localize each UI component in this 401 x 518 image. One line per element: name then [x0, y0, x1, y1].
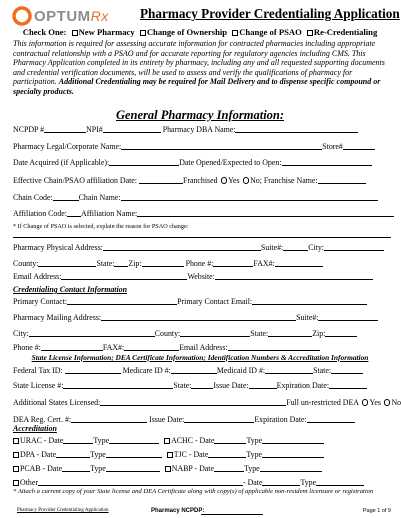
medicaid-state-field[interactable]	[331, 366, 363, 374]
check-one-row	[0, 27, 400, 37]
mailing-county-field[interactable]	[180, 329, 250, 337]
npi-field[interactable]	[103, 125, 161, 133]
accreditation-row: URAC - Date Type ACHC - Date Type	[13, 436, 391, 446]
achc-type-field[interactable]	[262, 436, 324, 444]
email-website-row: Email Address: Website:	[13, 272, 391, 282]
fax-field[interactable]	[275, 259, 323, 267]
psao-date-field[interactable]	[139, 176, 183, 184]
accreditation-row: DPA - Date Type TJC - Date Type	[13, 450, 391, 460]
dea-cert-row: DEA Reg. Cert. #: Issue Date: Expiration Date:	[13, 415, 391, 425]
state-license-field[interactable]	[63, 381, 173, 389]
logo-wordmark: OPTUMRx	[34, 8, 109, 25]
primary-contact-field[interactable]	[67, 297, 177, 305]
new-pharmacy-label: New Pharmacy	[78, 27, 135, 37]
license-state-field[interactable]	[191, 381, 213, 389]
store-number-field[interactable]	[343, 142, 375, 150]
change-ownership-label: Change of Ownership	[146, 27, 228, 37]
dea-no-radio[interactable]	[384, 399, 391, 406]
dea-cert-field[interactable]	[71, 415, 147, 423]
optum-logo-mark-icon	[12, 6, 32, 26]
footer-ncpdp-field[interactable]	[201, 514, 263, 515]
zip-field[interactable]	[142, 259, 184, 267]
footer-ncpdp-label: Pharmacy NCPDP:	[151, 508, 205, 514]
dpa-date-field[interactable]	[56, 450, 90, 458]
tjc-type-field[interactable]	[262, 450, 324, 458]
mailing-address-row: Pharmacy Mailing Address: Suite#:	[13, 313, 391, 323]
recredentialing-label: Re-Credentialing	[313, 27, 378, 37]
medicaid-id-field[interactable]	[265, 366, 313, 374]
franchised-no-radio[interactable]	[243, 177, 250, 184]
primary-contact-row: Primary Contact: Primary Contact Email:	[13, 297, 391, 307]
contact-email-field[interactable]	[228, 343, 320, 351]
intro-bold-note: Additional Credentialing may be required for Mail Delivery and to dispense specific compound or specialty products.	[13, 77, 381, 96]
dea-expiration-field[interactable]	[307, 415, 355, 423]
urac-date-field[interactable]	[63, 436, 93, 444]
franchised-yes-radio[interactable]	[221, 177, 228, 184]
chain-row: Chain Code: Chain Name:	[13, 193, 391, 203]
other-checkbox[interactable]	[13, 480, 19, 486]
state-field[interactable]	[114, 259, 128, 267]
credentialing-contact-heading: Credentialing Contact Information	[13, 285, 127, 294]
physical-address-field[interactable]	[103, 243, 261, 251]
affiliation-name-field[interactable]	[137, 209, 394, 217]
other-type-field[interactable]	[316, 478, 364, 486]
psao-change-note: * If Change of PSAO is selected, explain the reason for PSAO change:	[13, 223, 189, 230]
license-info-heading: State License Information; DEA Certificate Information; Identification Numbers & Accreditation Information	[31, 353, 369, 362]
psao-affiliation-row: Effective Chain/PSAO affiliation Date: Franchised Yes No; Franchise Name:	[13, 176, 391, 186]
contact-phone-row: Phone #: FAX#: Email Address:	[13, 343, 391, 353]
mailing-suite-field[interactable]	[318, 313, 378, 321]
website-field[interactable]	[215, 272, 373, 280]
change-psao-checkbox[interactable]	[232, 30, 238, 36]
date-acquired-field[interactable]	[109, 158, 179, 166]
page-footer	[13, 508, 391, 516]
accreditation-row: PCAB - Date Type NABP - Date Type	[13, 464, 391, 474]
email-field[interactable]	[61, 272, 187, 280]
franchise-name-field[interactable]	[318, 176, 366, 184]
optumrx-logo	[12, 5, 122, 29]
contact-fax-field[interactable]	[124, 343, 179, 351]
dpa-type-field[interactable]	[106, 450, 162, 458]
ncpdp-row: NCPDP # NPI# Pharmacy DBA Name:	[13, 125, 391, 135]
pcab-checkbox[interactable]	[13, 466, 19, 472]
license-issue-date-field[interactable]	[249, 381, 277, 389]
accreditation-row: Other - Date Type	[13, 478, 391, 488]
mailing-city-field[interactable]	[29, 329, 155, 337]
recredentialing-checkbox[interactable]	[307, 30, 313, 36]
legal-name-row: Pharmacy Legal/Corporate Name: Store#	[13, 142, 391, 152]
date-opened-field[interactable]	[282, 158, 372, 166]
psao-reason-field[interactable]	[13, 230, 391, 238]
chain-code-field[interactable]	[53, 193, 79, 201]
license-expiration-field[interactable]	[329, 381, 367, 389]
intro-paragraph: This information is required for assessing accurate information for contracted pharmacies including appropriate contractual relationship with a PSAO and for accurate reporting for regulatory agencies including CMS. This Pharmacy Application completed in its entirety by pharmacy, including any and all requested supporting documents and credential verification documents, will be used to assess and verify the qualifications of pharmacy for participation. Additional Credentialing may be required for Mail Delivery and to dispense specific compound or specialty products.	[13, 39, 385, 96]
mailing-state-field[interactable]	[268, 329, 312, 337]
additional-states-field[interactable]	[100, 398, 286, 406]
chain-name-field[interactable]	[121, 193, 378, 201]
footer-doc-name: Pharmacy Provider Credentialing Application	[17, 508, 109, 513]
dba-name-field[interactable]	[235, 125, 358, 133]
tax-id-field[interactable]	[65, 366, 121, 374]
suite-field[interactable]	[283, 243, 308, 251]
psao-reason-line	[13, 230, 391, 240]
contact-phone-field[interactable]	[41, 343, 103, 351]
page-title: Pharmacy Provider Credentialing Application	[140, 6, 400, 21]
dates-row: Date Acquired (if Applicable): Date Opened/Expected to Open:	[13, 158, 391, 168]
general-info-heading: General Pharmacy Information:	[115, 108, 285, 122]
page-number: Page 1 of 9	[362, 508, 391, 514]
other-date-field[interactable]	[262, 478, 300, 486]
mailing-address-field[interactable]	[101, 313, 296, 321]
primary-email-field[interactable]	[252, 297, 367, 305]
tax-id-row: Federal Tax ID: Medicare ID #: Medicaid ID #: State:	[13, 366, 391, 376]
affiliation-code-field[interactable]	[67, 209, 81, 217]
pcab-date-field[interactable]	[62, 464, 90, 472]
other-accreditation-field[interactable]	[38, 478, 243, 486]
change-ownership-checkbox[interactable]	[140, 30, 146, 36]
county-field[interactable]	[38, 259, 96, 267]
phone-field[interactable]	[213, 259, 253, 267]
nabp-date-field[interactable]	[214, 464, 244, 472]
nabp-type-field[interactable]	[260, 464, 322, 472]
pcab-type-field[interactable]	[106, 464, 160, 472]
attachment-footnote: * Attach a current copy of your State license and DEA Certificate along with copy(s) of applicable non-resident licensure or registration	[13, 488, 374, 495]
state-license-row: State License #: State: Issue Date: Expiration Date:	[13, 381, 391, 391]
county-row: County: State: Zip: Phone #: FAX#:	[13, 259, 391, 269]
ncpdp-field[interactable]	[44, 125, 86, 133]
nabp-checkbox[interactable]	[165, 466, 171, 472]
urac-type-field[interactable]	[109, 436, 159, 444]
new-pharmacy-checkbox[interactable]	[72, 30, 78, 36]
achc-checkbox[interactable]	[164, 438, 170, 444]
check-one-label: Check One:	[22, 27, 67, 37]
additional-states-row: Additional States Licensed: Full un-restricted DEA Yes No	[13, 398, 401, 407]
mailing-zip-field[interactable]	[325, 329, 357, 337]
dpa-checkbox[interactable]	[13, 452, 19, 458]
city-field[interactable]	[324, 243, 384, 251]
legal-name-field[interactable]	[121, 142, 322, 150]
change-psao-label: Change of PSAO	[239, 27, 302, 37]
affiliation-row: Affiliation Code: Affiliation Name:	[13, 209, 391, 219]
accreditation-heading: Accreditation	[13, 424, 57, 433]
medicare-id-field[interactable]	[171, 366, 217, 374]
physical-address-row: Pharmacy Physical Address: Suite#: City:	[13, 243, 391, 253]
urac-checkbox[interactable]	[13, 438, 19, 444]
tjc-date-field[interactable]	[208, 450, 246, 458]
tjc-checkbox[interactable]	[167, 452, 173, 458]
mailing-city-row: City: County: State: Zip:	[13, 329, 391, 339]
dea-issue-date-field[interactable]	[184, 415, 254, 423]
achc-date-field[interactable]	[214, 436, 246, 444]
dea-yes-radio[interactable]	[362, 399, 369, 406]
